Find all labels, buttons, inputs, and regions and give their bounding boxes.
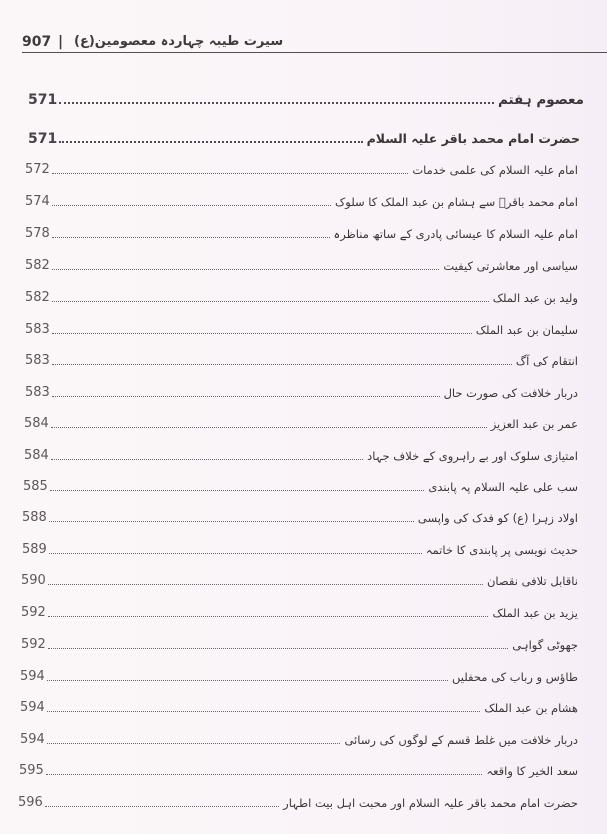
toc-page-number: 578 [25, 226, 50, 241]
leader-dots [49, 552, 422, 554]
leader-dots [52, 363, 512, 365]
toc-section-row[interactable] [28, 125, 580, 147]
leader-dots [45, 805, 279, 807]
toc-entry-title: ولید بن عبد الملک [492, 291, 578, 305]
toc-page-number: 571 [28, 92, 58, 108]
toc-entry-row[interactable] [25, 284, 578, 306]
header-page-number: 907 [22, 34, 52, 50]
leader-dots [47, 710, 480, 712]
toc-entry-title: سیاسی اور معاشرتی کیفیت [443, 259, 578, 273]
toc-entry-title: امام علیہ السلام کا عیسائی پادری کے ساتھ مناظرہ [333, 227, 578, 241]
toc-page-number: 585 [23, 479, 48, 494]
toc-entry-title: ھشام بن عبد الملک [484, 701, 578, 715]
toc-page-number: 595 [19, 763, 44, 778]
toc-page-number: 594 [20, 669, 45, 684]
toc-entry-title: طاؤس و رباب کی محفلیں [451, 670, 578, 684]
leader-dots [59, 101, 494, 104]
toc-entry-row[interactable] [21, 599, 578, 621]
toc-entry-title: امام علیہ السلام کی علمی خدمات [412, 163, 578, 177]
toc-entry-row[interactable] [20, 694, 578, 716]
toc-entry-row[interactable] [25, 156, 578, 178]
toc-entry-row[interactable] [25, 347, 578, 369]
leader-dots [50, 489, 425, 491]
toc-page-number: 574 [25, 194, 50, 209]
toc-entry-title: ناقابل تلافی نقصان [486, 574, 578, 588]
toc-entry-row[interactable] [21, 567, 578, 589]
toc-page-number: 582 [25, 258, 50, 273]
leader-dots [52, 395, 440, 397]
leader-dots [51, 458, 363, 460]
toc-entry-row[interactable] [23, 473, 578, 495]
leader-dots [52, 332, 472, 334]
toc-page-number: 592 [21, 605, 46, 620]
toc-entry-title: عمر بن عبد العزیز [490, 417, 578, 431]
toc-entry-title: دربار خلافت میں غلط قسم کے لوگوں کی رسائی [344, 733, 578, 747]
toc-section-title: حضرت امام محمد باقر علیہ السلام [366, 131, 580, 146]
toc-entry-title: امام محمد باقرؑ سے ہشام بن عبد الملک کا سلوک [334, 195, 578, 209]
toc-entry-row[interactable] [22, 536, 578, 558]
leader-dots [52, 204, 331, 206]
toc-entry-row[interactable] [25, 379, 578, 401]
toc-entry-row[interactable] [19, 757, 578, 779]
leader-dots [49, 520, 414, 522]
toc-entry-row[interactable] [25, 316, 578, 338]
leader-dots [48, 647, 508, 649]
leader-dots [52, 236, 330, 238]
toc-entry-title: یزید بن عبد الملک [492, 606, 578, 620]
toc-entry-row[interactable] [25, 220, 578, 242]
leader-dots [46, 773, 483, 775]
leader-dots [52, 172, 409, 174]
toc-page-number: 592 [21, 637, 46, 652]
toc-chapter-row[interactable] [28, 86, 584, 108]
toc-entry-title: جھوٹی گواہی [512, 638, 578, 652]
leader-dots [47, 679, 448, 681]
toc-entry-row[interactable] [22, 504, 578, 526]
toc-page-number: 596 [18, 795, 43, 810]
leader-dots [52, 300, 489, 302]
toc-page-number: 572 [25, 162, 50, 177]
leader-dots [59, 140, 362, 143]
toc-page-number: 588 [22, 510, 47, 525]
toc-page-number: 584 [24, 416, 49, 431]
toc-chapter-title: معصوم ہفتم [497, 92, 584, 108]
toc-entry-row[interactable] [20, 663, 578, 685]
toc-entry-row[interactable] [20, 726, 578, 748]
header-book-title: سیرت طیبہ چہاردہ معصومین(ع) [74, 34, 284, 49]
toc-page-number: 594 [20, 732, 45, 747]
toc-entry-row[interactable] [25, 252, 578, 274]
toc-page-number: 583 [25, 353, 50, 368]
toc-entry-title: سعد الخیر کا واقعہ [486, 764, 578, 778]
toc-page-number: 583 [25, 322, 50, 337]
header-separator: | [58, 34, 64, 50]
page-header [22, 30, 607, 53]
toc-page-number: 590 [21, 573, 46, 588]
toc-page-number: 584 [24, 448, 49, 463]
leader-dots [48, 583, 483, 585]
toc-entry-row[interactable] [25, 188, 578, 210]
toc-page-number: 582 [25, 290, 50, 305]
toc-entry-title: اولاد زہرا (ع) کو فدک کی واپسی [417, 511, 578, 525]
toc-entry-title: سب علی علیہ السلام پہ پابندی [428, 480, 578, 494]
toc-entry-title: دربار خلافت کی صورت حال [443, 386, 578, 400]
toc-page-number: 571 [28, 131, 58, 147]
leader-dots [47, 742, 341, 744]
toc-entry-row[interactable] [18, 789, 578, 811]
toc-entry-row[interactable] [24, 410, 578, 432]
toc-entry-title: سلیمان بن عبد الملک [475, 323, 578, 337]
toc-entry-title: انتقام کی آگ [515, 354, 578, 368]
toc-entry-row[interactable] [24, 442, 578, 464]
leader-dots [51, 426, 487, 428]
toc-entry-title: حدیث نویسی پر پابندی کا خاتمہ [425, 543, 578, 557]
toc-entry-title: حضرت امام محمد باقر علیہ السلام اور محبت اہل بیت اطہار [283, 796, 578, 810]
leader-dots [52, 268, 440, 270]
toc-entry-title: امتیازی سلوک اور بے راہروی کے خلاف جہاد [367, 449, 578, 463]
toc-page-number: 589 [22, 542, 47, 557]
toc-page-number: 583 [25, 385, 50, 400]
toc-entry-row[interactable] [21, 631, 578, 653]
toc-page-number: 594 [20, 700, 45, 715]
leader-dots [48, 615, 489, 617]
